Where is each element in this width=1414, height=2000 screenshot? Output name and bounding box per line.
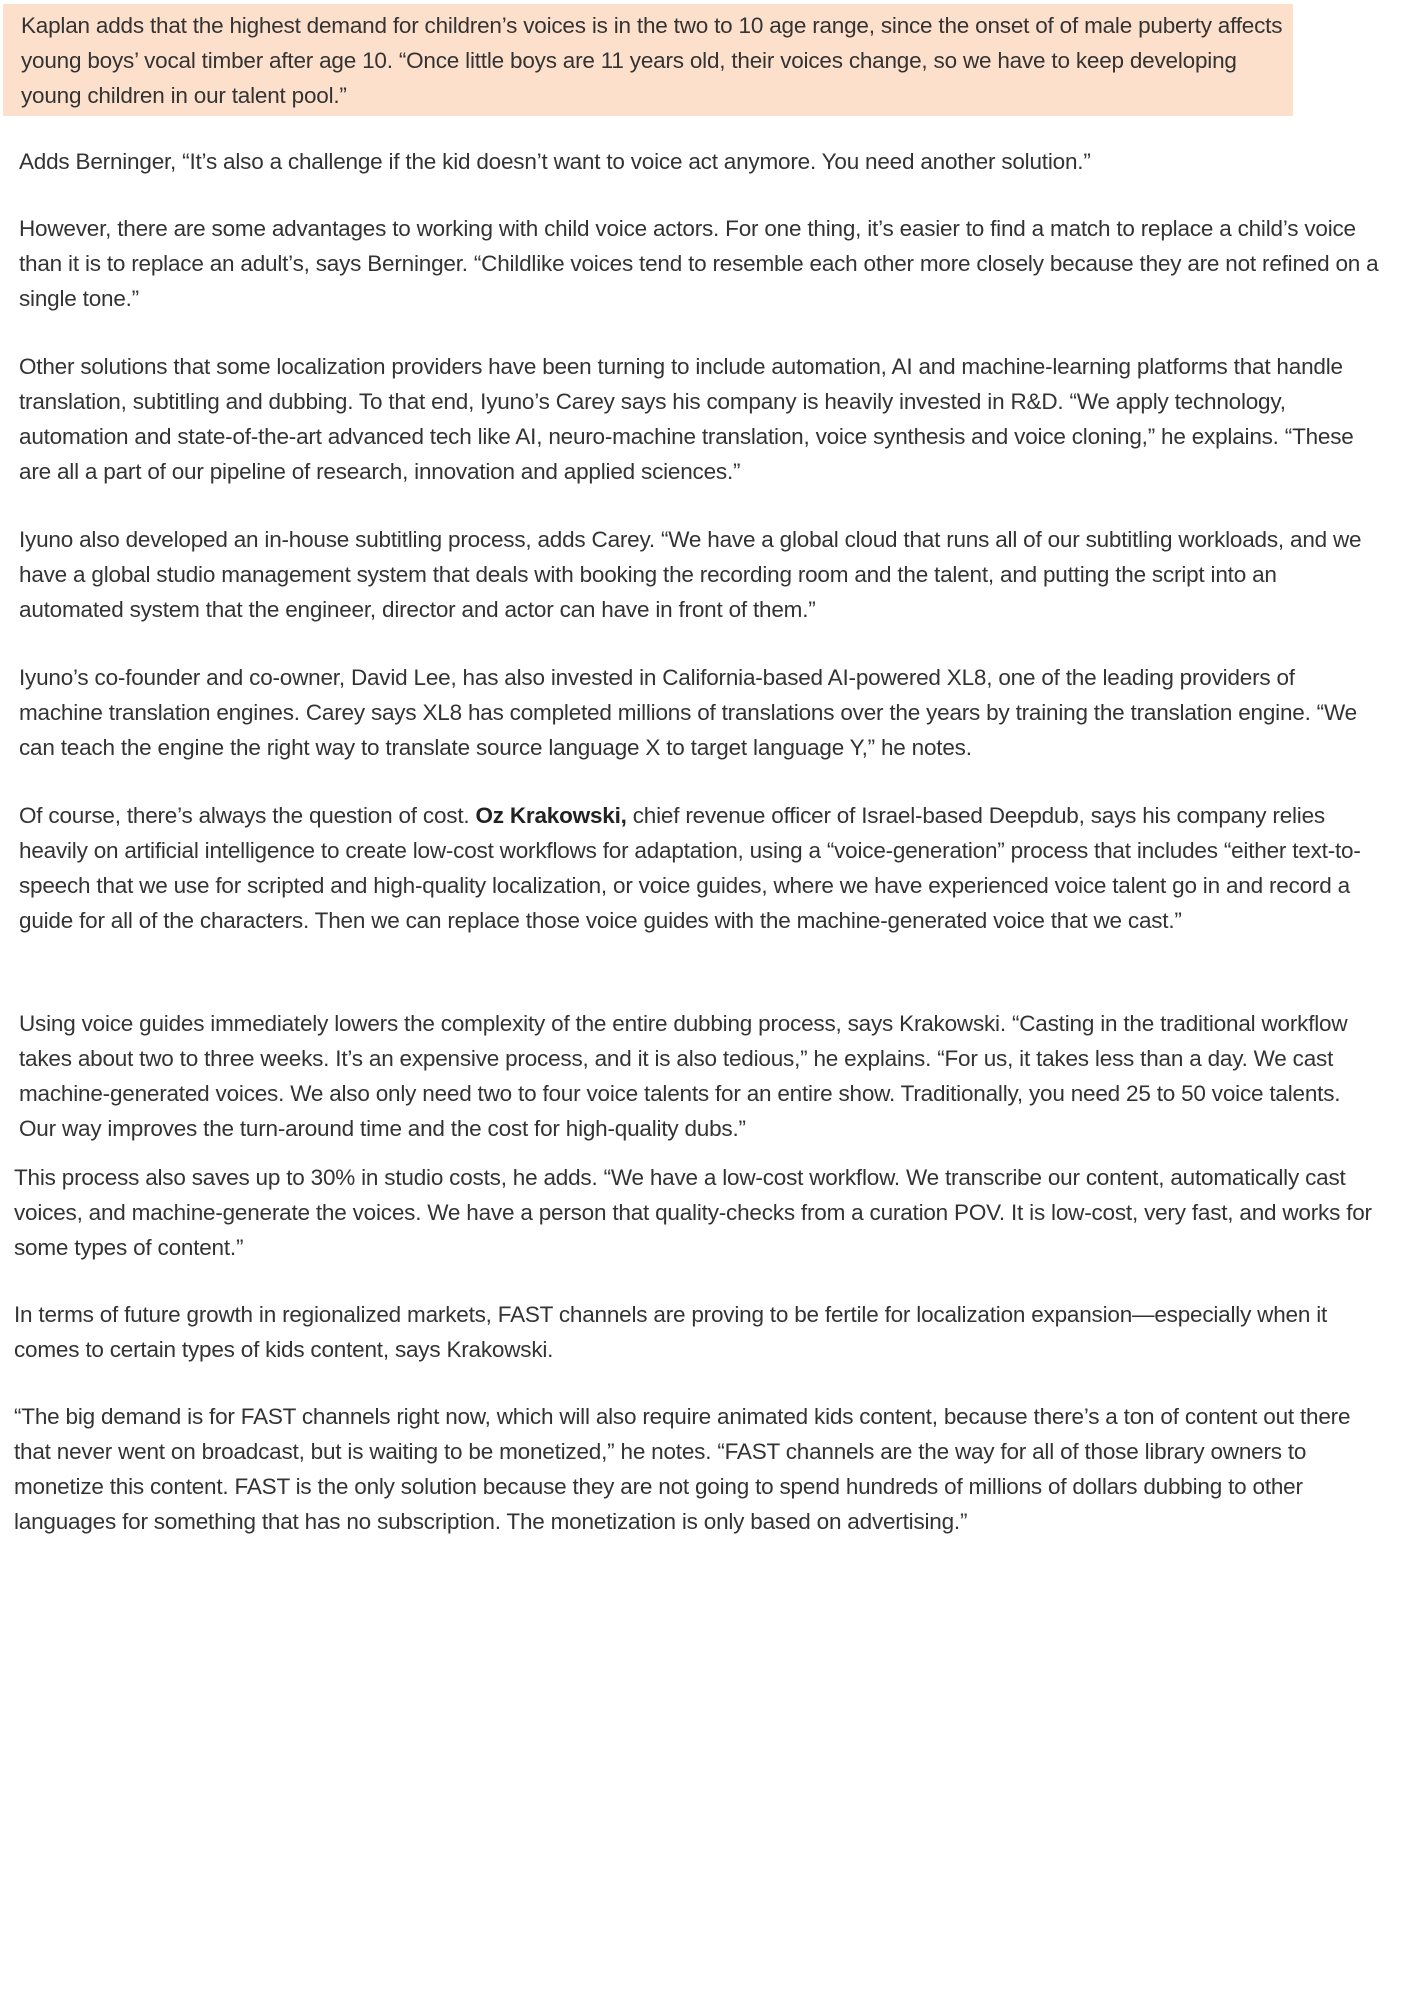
paragraph-9: This process also saves up to 30% in studio costs, he adds. “We have a low-cost workflow. We transcribe our content, automatically cast voices, and machine-generate the voices. We have a person that quality-checks from a curation POV. It is low-cost, very fast, and works for some types of content.”	[14, 1165, 1372, 1260]
paragraph-10: In terms of future growth in regionalized markets, FAST channels are proving to be fertile for localization expansion—especially when it comes to certain types of kids content, says Krakowski.	[14, 1302, 1328, 1362]
paragraph-5: Iyuno also developed an in-house subtitling process, adds Carey. “We have a global cloud that runs all of our subtitling workloads, and we have a global studio management system that deals with booking the recording room and the talent, and putting the script into an automated system that the engineer, director and actor can have in front of them.”	[19, 527, 1362, 622]
paragraph-6: Iyuno’s co-founder and co-owner, David Lee, has also invested in California-based AI-powered XL8, one of the leading providers of machine translation engines. Carey says XL8 has completed millions of translations over the years by training the translation engine. “We can teach the engine the right way to translate source language X to target language Y,” he notes.	[19, 665, 1357, 760]
highlighted-paragraph	[3, 4, 1293, 116]
paragraph-1: Kaplan adds that the highest demand for children’s voices is in the two to 10 age range, since the onset of of male puberty affects young boys’ vocal timber after age 10. “Once little boys are 11 years old, their voices change, so we have to keep developing young children in our talent pool.”	[21, 13, 1283, 108]
paragraph-2: Adds Berninger, “It’s also a challenge if the kid doesn’t want to voice act anymore. You need another solution.”	[19, 149, 1091, 174]
paragraph-3: However, there are some advantages to working with child voice actors. For one thing, it’s easier to find a match to replace a child’s voice than it is to replace an adult’s, says Berninger. “Childlike voices tend to resemble each other more closely because they are not refined on a single tone.”	[19, 216, 1379, 311]
paragraph-7	[19, 798, 1379, 938]
speaker-name: Oz Krakowski,	[475, 803, 627, 828]
paragraph-8: Using voice guides immediately lowers the complexity of the entire dubbing process, says Krakowski. “Casting in the traditional workflow takes about two to three weeks. It’s an expensive process, and it is also tedious,” he explains. “For us, it takes less than a day. We cast machine-generated voices. We also only need two to four voice talents for an entire show. Traditionally, you need 25 to 50 voice talents. Our way improves the turn-around time and the cost for high-quality dubs.”	[19, 1011, 1348, 1141]
paragraph-7-lead: Of course, there’s always the question of cost.	[19, 803, 476, 828]
paragraph-7-rest: chief revenue officer of Israel-based Deepdub, says his company relies heavily on artificial intelligence to create low-cost workflows for adaptation, using a “voice-generation” process that includes “either text-to-speech that we use for scripted and high-quality localization, or voice guides, where we have experienced voice talent go in and record a guide for all of the characters. Then we can replace those voice guides with the machine-generated voice that we cast.”	[19, 803, 1361, 933]
paragraph-4: Other solutions that some localization providers have been turning to include automation, AI and machine-learning platforms that handle translation, subtitling and dubbing. To that end, Iyuno’s Carey says his company is heavily invested in R&D. “We apply technology, automation and state-of-the-art advanced tech like AI, neuro-machine translation, voice synthesis and voice cloning,” he explains. “These are all a part of our pipeline of research, innovation and applied sciences.”	[19, 354, 1354, 484]
paragraph-11: “The big demand is for FAST channels right now, which will also require animated kids content, because there’s a ton of content out there that never went on broadcast, but is waiting to be monetized,” he notes. “FAST channels are the way for all of those library owners to monetize this content. FAST is the only solution because they are not going to spend hundreds of millions of dollars dubbing to other languages for something that has no subscription. The monetization is only based on advertising.”	[14, 1404, 1351, 1534]
